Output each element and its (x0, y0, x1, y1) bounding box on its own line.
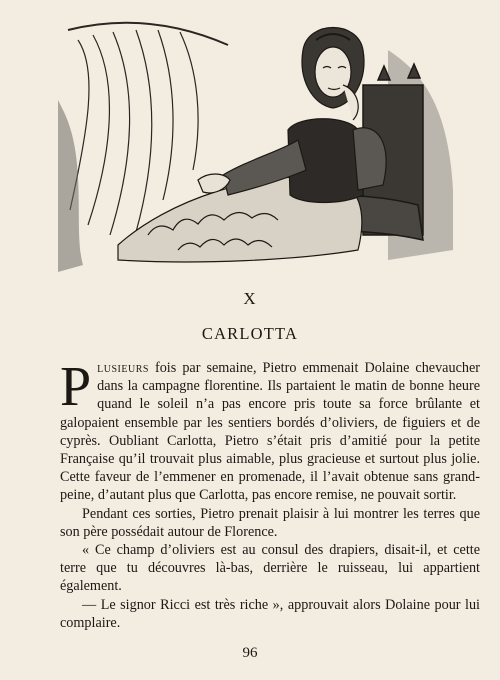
paragraph-1 (60, 356, 480, 505)
chapter-body (60, 356, 480, 632)
paragraph-1-smallcaps: lusieurs (97, 360, 149, 376)
paragraph-3: « Ce champ d’oliviers est au consul des drapiers, disait-il, et cette terre que tu découvres là-bas, derrière le ruisseau, lui appartient également. (60, 542, 480, 595)
paragraph-2: Pendant ces sorties, Pietro prenait plaisir à lui montrer les terres que son père possédait autour de Florence. (60, 505, 480, 540)
chapter-title: CARLOTTA (201, 324, 299, 343)
paragraph-1-text: fois par semaine, Pietro emmenait Dolaine chevaucher dans la campagne florentine. Ils partaient le matin de bonne heure quand le soleil n’a pas encore pris toute sa force brûlante et galopaient ensemble par les sentiers bordés d’oliviers, de figuiers et de cyprès. Oubliant Carlotta, Pietro s’était pris d’amitié pour la petite Française qu’il trouvait plus aimable, plus gracieuse et surtout plus jolie. Cette faveur de l’emmener en promenade, il l’avait obtenue sans grand-peine, d’autant plus que Carlotta, pas encore remise, ne pouvait sortir. (60, 360, 480, 504)
drop-cap: P (60, 356, 92, 418)
chapter-number: X (243, 289, 257, 308)
head (302, 28, 364, 121)
paragraph-4: — Le signor Ricci est très riche », approuvait alors Dolaine pour lui complaire. (60, 596, 480, 631)
woman-seated-on-throne-illustration-icon (58, 10, 458, 272)
page-number: 96 (242, 645, 258, 661)
bodice (198, 119, 386, 203)
